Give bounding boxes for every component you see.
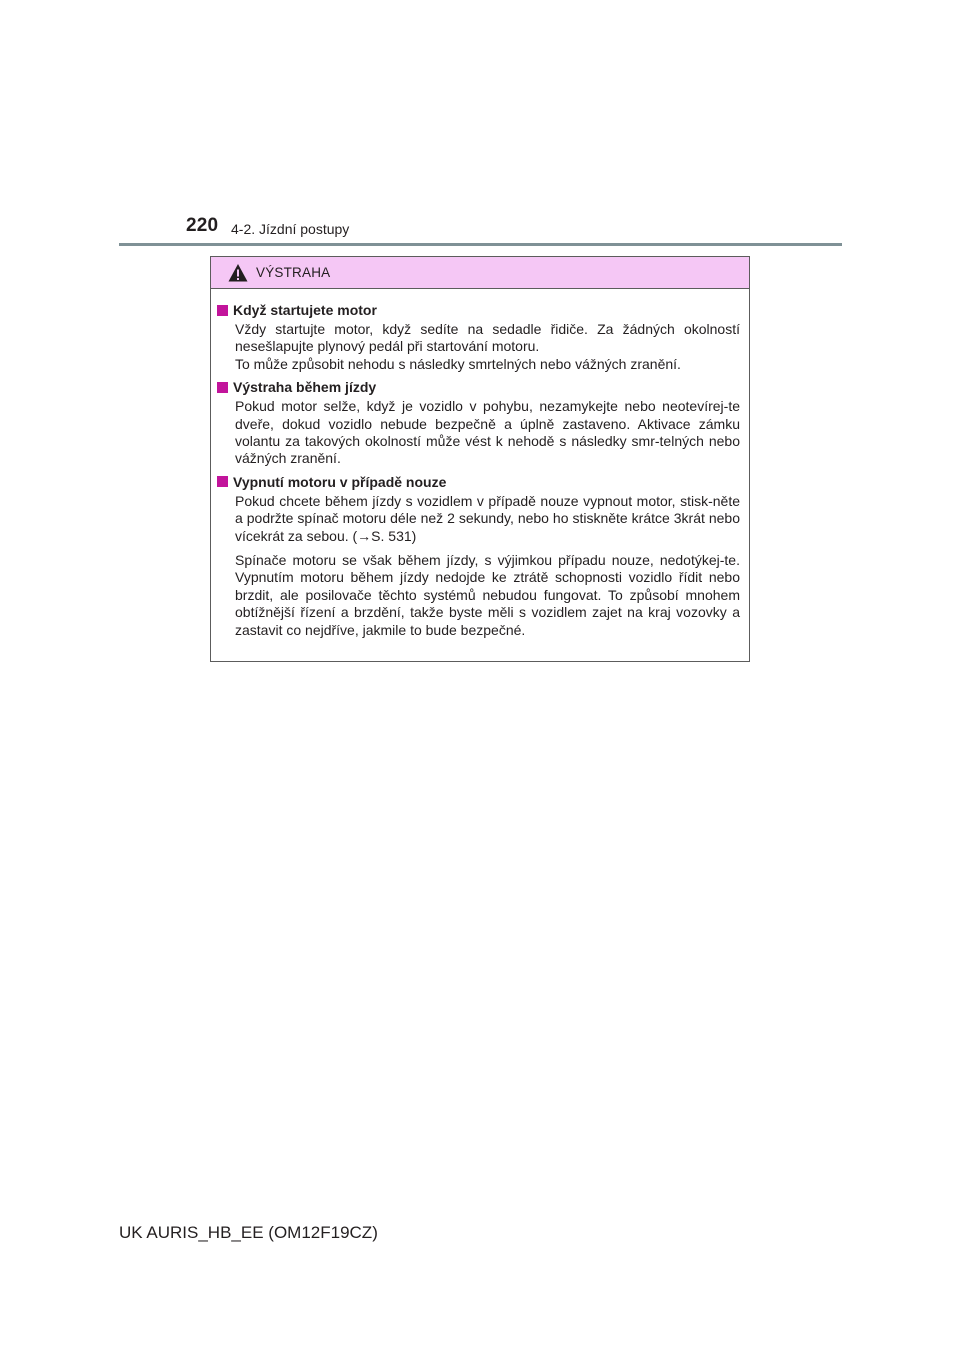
warning-item-text: Vždy startujte motor, když sedíte na sedadle řidiče. Za žádných okolností nesešlapujte plynový pedál při startování motoru. To může způsobit nehodu s následky smrtelných nebo vážných zranění. bbox=[235, 321, 740, 372]
warning-item-title bbox=[217, 378, 740, 396]
warning-item-title-text: Když startujete motor bbox=[233, 302, 377, 318]
warning-item-title bbox=[217, 301, 740, 319]
square-bullet-icon bbox=[217, 305, 228, 316]
model-code-footer: UK AURIS_HB_EE (OM12F19CZ) bbox=[119, 1223, 378, 1242]
square-bullet-icon bbox=[217, 382, 228, 393]
warning-item-text: Pokud chcete během jízdy s vozidlem v případě nouze vypnout motor, stisk-něte a podržte spínač motoru déle než 2 sekundy, nebo ho stiskněte krátce 3krát nebo vícekrát za sebou. (→S. 531) bbox=[235, 492, 740, 544]
warning-triangle-icon bbox=[228, 263, 248, 283]
page-number: 220 bbox=[186, 215, 219, 236]
warning-item-title-text: Vypnutí motoru v případě nouze bbox=[233, 473, 447, 490]
warning-item-starting-engine bbox=[217, 301, 740, 373]
warning-body bbox=[211, 289, 749, 639]
warning-item-text: Spínače motoru se však během jízdy, s výjimkou případu nouze, nedotýkej-te. Vypnutím motoru během jízdy nedojde ke ztrátě schopnosti vozidlo řídit nebo brzdit, ale posilovače těchto systémů nebudou fungovat. To způsobí mnohem obtížnější řízení a brzdění, takže byste měli s vozidlem zajet na kraj vozovky a zastavit co nejdříve, jakmile to bude bezpečné. bbox=[235, 552, 740, 638]
warning-item-while-driving bbox=[217, 378, 740, 468]
warning-item-text: Pokud motor selže, když je vozidlo v pohybu, nezamykejte nebo neotevírej-te dveře, dokud vozidlo nebude bezpečně a úplně zastaveno. Aktivace zámku volantu za takových okolností může vést k nehodě s následky smr-telných nebo vážných zranění. bbox=[235, 398, 740, 467]
section-title: 4-2. Jízdní postupy bbox=[231, 221, 350, 237]
warning-header bbox=[211, 257, 749, 289]
warning-item-title-text: Výstraha během jízdy bbox=[233, 379, 377, 396]
header-divider bbox=[119, 243, 842, 246]
warning-label: VÝSTRAHA bbox=[256, 265, 331, 280]
square-bullet-icon bbox=[217, 476, 228, 487]
warning-item-emergency-stop bbox=[217, 473, 740, 639]
warning-box bbox=[210, 256, 750, 662]
warning-item-title bbox=[217, 473, 740, 491]
